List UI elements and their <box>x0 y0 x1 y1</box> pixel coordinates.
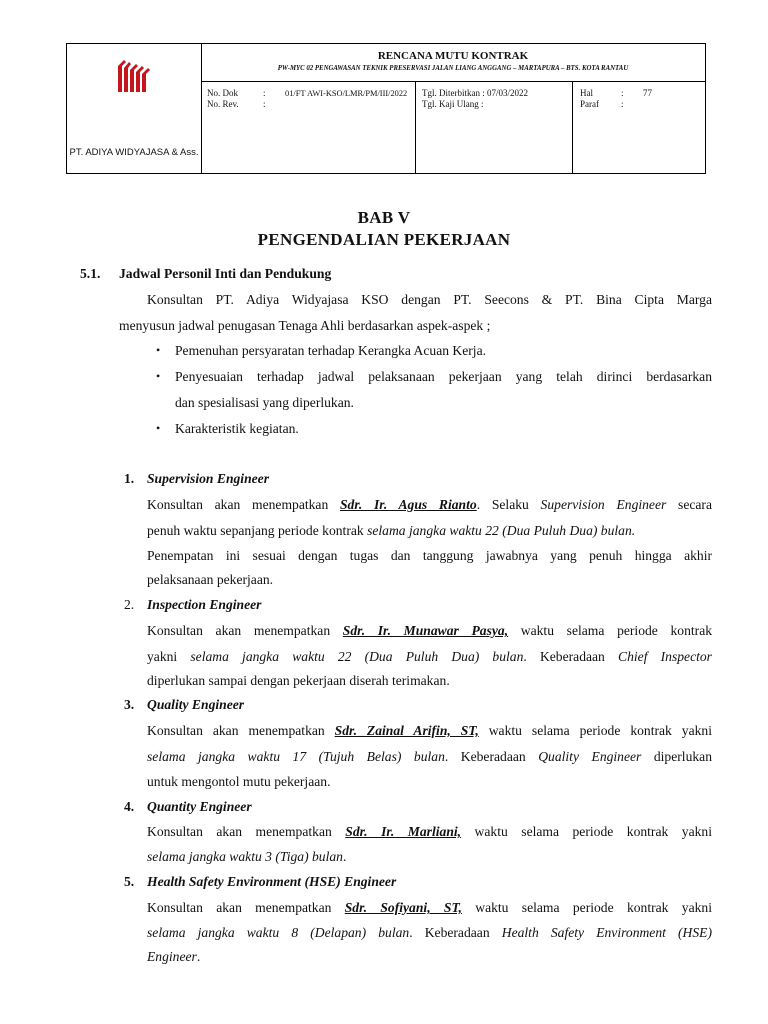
tgl-terbit: Tgl. Diterbitkan : 07/03/2022 <box>422 88 528 98</box>
item-3-line-2: selama jangka waktu 17 (Tujuh Belas) bulan. Keberadaan Quality Engineer diperlukan <box>147 749 712 764</box>
colon: : <box>263 88 266 98</box>
item-1-line-4: pelaksanaan pekerjaan. <box>147 572 274 587</box>
personnel-name: Sdr. Zainal Arifin, ST, <box>334 723 479 738</box>
item-3-number: 3. <box>124 697 135 712</box>
document-title: RENCANA MUTU KONTRAK <box>377 50 529 62</box>
item-4-number: 4. <box>124 799 135 814</box>
item-4-line-2: selama jangka waktu 3 (Tiga) bulan. <box>147 849 347 864</box>
tgl-kaji: Tgl. Kaji Ulang : <box>422 99 484 109</box>
bullet-3: Karakteristik kegiatan. <box>175 421 299 436</box>
item-4-line-1: Konsultan akan menempatkan Sdr. Ir. Marliani, waktu selama periode kontrak yakni <box>147 824 712 839</box>
title-cell <box>201 44 705 82</box>
item-5-number: 5. <box>124 874 135 889</box>
paraf-label: Paraf <box>580 99 599 109</box>
section-title: Jadwal Personil Inti dan Pendukung <box>119 266 332 281</box>
bullet-icon: • <box>156 369 161 383</box>
item-5-line-2: selama jangka waktu 8 (Delapan) bulan. Keberadaan Health Safety Environment (HSE) <box>147 925 712 940</box>
item-2-line-1: Konsultan akan menempatkan Sdr. Ir. Munawar Pasya, waktu selama periode kontrak <box>147 623 713 638</box>
item-3-line-3: untuk mengontol mutu pekerjaan. <box>147 774 331 789</box>
item-5-line-3: Engineer. <box>147 949 201 964</box>
item-1-number: 1. <box>124 471 135 486</box>
no-dok-label: No. Dok <box>207 88 238 98</box>
item-4-title: Quantity Engineer <box>147 799 252 814</box>
section-number: 5.1. <box>80 266 101 281</box>
personnel-name: Sdr. Ir. Munawar Pasya, <box>342 623 509 638</box>
colon: : <box>621 99 624 109</box>
item-2-number: 2. <box>124 597 135 612</box>
item-5-title: Health Safety Environment (HSE) Engineer <box>147 874 397 889</box>
meta-doc-cell <box>201 82 416 173</box>
no-dok-value: 01/FT AWI-KSO/LMR/PM/III/2022 <box>285 89 408 98</box>
hal-label: Hal <box>580 88 593 98</box>
chapter-title: PENGENDALIAN PEKERJAAN <box>257 230 511 249</box>
item-1-line-2: penuh waktu sepanjang periode kontrak selama jangka waktu 22 (Dua Puluh Dua) bulan. <box>147 523 636 538</box>
document-subtitle: PW-MYC 02 PENGAWASAN TEKNIK PRESERVASI JALAN LIANG ANGGANG – MARTAPURA – BTS. KOTA RANTAU <box>277 65 629 72</box>
hal-value: 77 <box>643 88 652 98</box>
logo-cell <box>67 44 202 173</box>
intro-line-2: menyusun jadwal penugasan Tenaga Ahli berdasarkan aspek-aspek ; <box>119 318 491 333</box>
meta-date-cell <box>416 82 573 173</box>
company-name: PT. ADIYA WIDYAJASA & Ass. <box>69 147 199 158</box>
company-logo <box>116 58 152 96</box>
item-3-line-1: Konsultan akan menempatkan Sdr. Zainal Arifin, ST, waktu selama periode kontrak yakni <box>147 723 712 738</box>
meta-page-cell <box>573 82 705 173</box>
document-header <box>66 43 706 174</box>
item-1-title: Supervision Engineer <box>147 471 269 486</box>
bullet-2-line-2: dan spesialisasi yang diperlukan. <box>175 395 354 410</box>
bullet-1: Pemenuhan persyaratan terhadap Kerangka Acuan Kerja. <box>175 343 487 358</box>
colon: : <box>263 99 266 109</box>
item-3-title: Quality Engineer <box>147 697 245 712</box>
personnel-name: Sdr. Sofiyani, ST, <box>344 900 462 915</box>
item-5-line-1: Konsultan akan menempatkan Sdr. Sofiyani, ST, waktu selama periode kontrak yakni <box>147 900 712 915</box>
item-1-line-3: Penempatan ini sesuai dengan tugas dan tanggung jawabnya yang penuh hingga akhir <box>147 548 712 563</box>
personnel-name: Sdr. Ir. Agus Rianto <box>339 497 477 512</box>
bullet-icon: • <box>156 421 161 435</box>
item-2-line-3: diperlukan sampai dengan pekerjaan diserah terimakan. <box>147 673 450 688</box>
item-2-title: Inspection Engineer <box>147 597 262 612</box>
chapter-number: BAB V <box>357 208 411 227</box>
item-1-line-1: Konsultan akan menempatkan Sdr. Ir. Agus Rianto. Selaku Supervision Engineer secara <box>147 497 712 512</box>
bullet-2-line-1: Penyesuaian terhadap jadwal pelaksanaan pekerjaan yang telah dirinci berdasarkan <box>175 369 712 384</box>
colon: : <box>621 88 624 98</box>
intro-line-1: Konsultan PT. Adiya Widyajasa KSO dengan PT. Seecons & PT. Bina Cipta Marga <box>147 292 712 307</box>
personnel-name: Sdr. Ir. Marliani, <box>345 824 462 839</box>
no-rev-label: No. Rev. <box>207 99 239 109</box>
item-2-line-2: yakni selama jangka waktu 22 (Dua Puluh Dua) bulan. Keberadaan Chief Inspector <box>147 649 712 664</box>
bullet-icon: • <box>156 343 161 357</box>
